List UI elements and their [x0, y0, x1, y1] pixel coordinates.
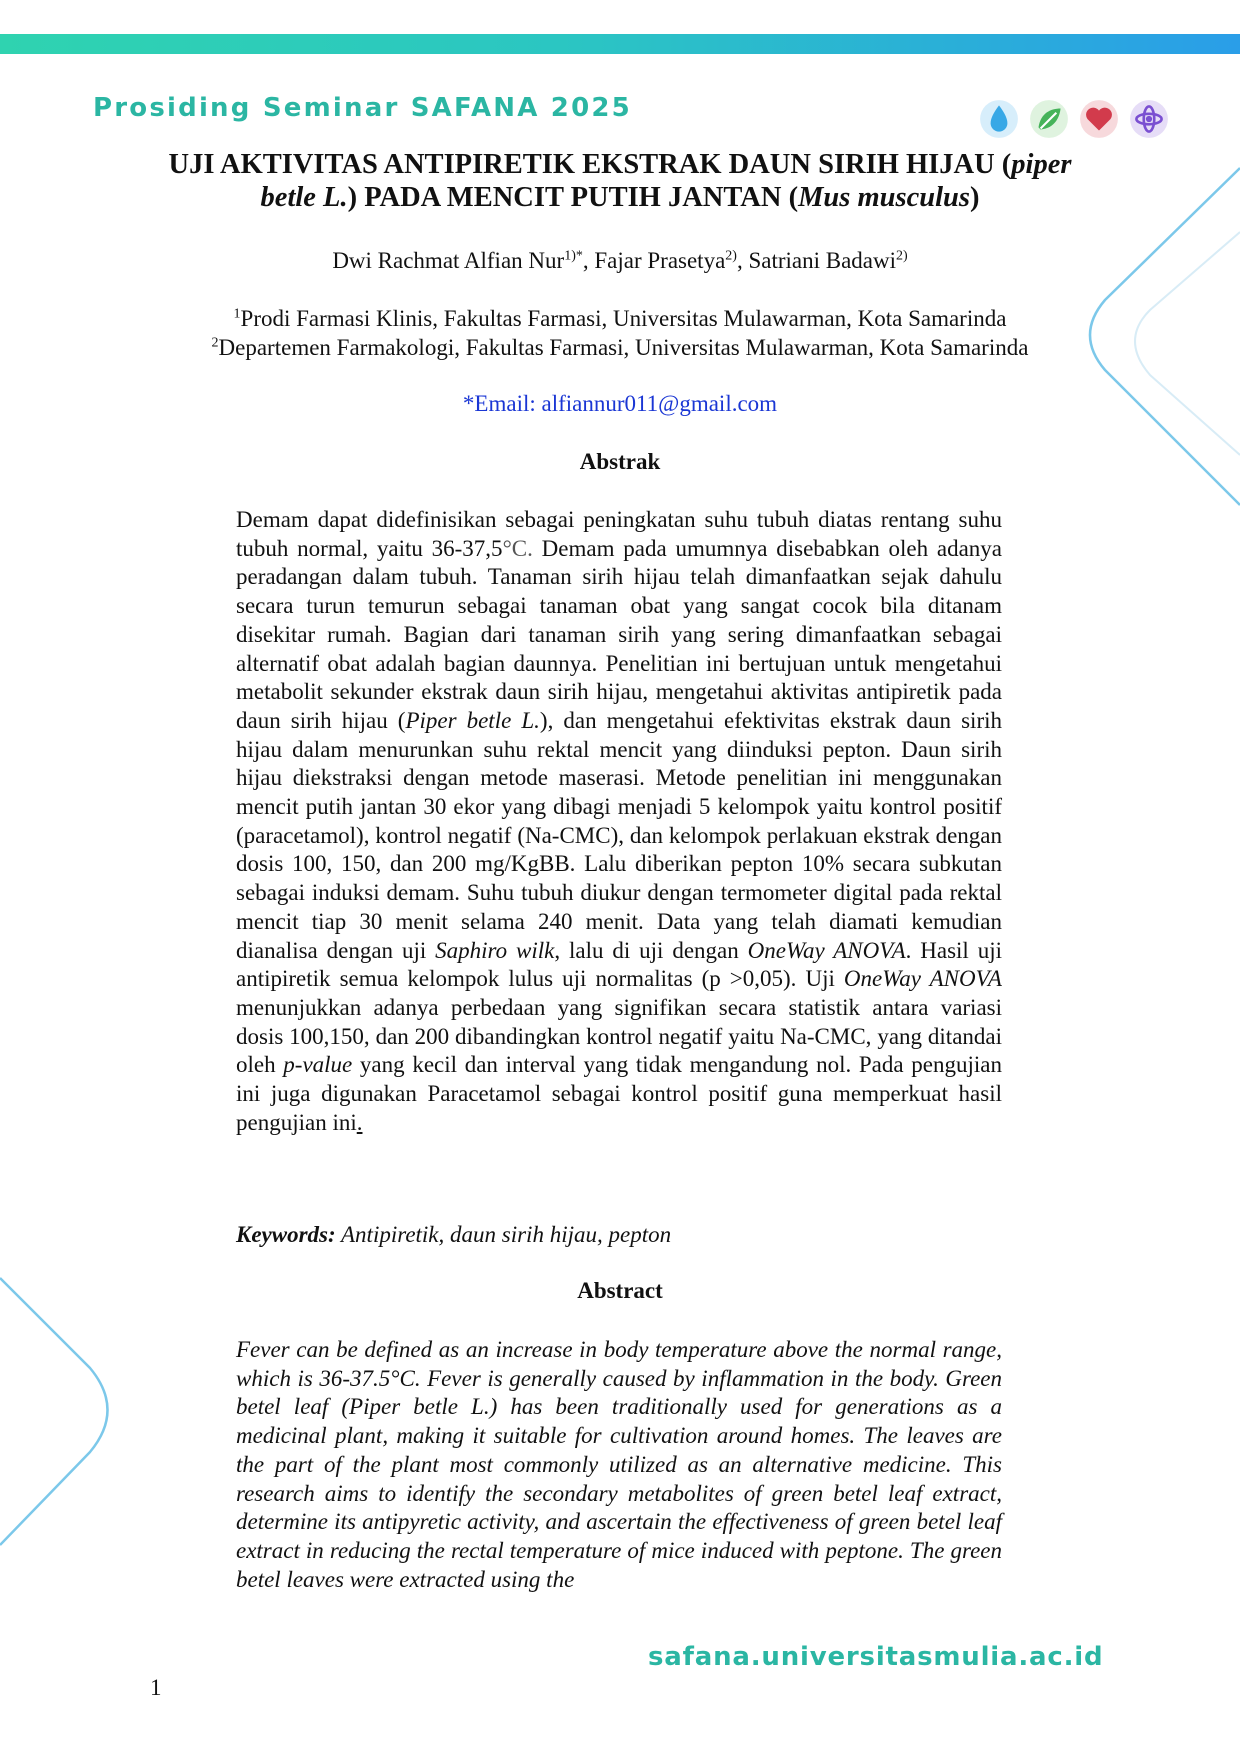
header-logos [978, 98, 1170, 140]
page-number: 1 [150, 1675, 162, 1700]
author-1: Dwi Rachmat Alfian Nur [332, 248, 565, 273]
abstrak-body: Demam dapat didefinisikan sebagai peningkatan suhu tubuh diatas rentang suhu tubuh normal, yaitu 36-37,5°C. Demam pada umumnya disebabkan oleh adanya peradangan dalam tubuh. Tanaman sirih hijau telah dimanfaatkan sejak dahulu secara turun temurun sebagai tanaman obat yang sangat cocok bila ditanam disekitar rumah. Bagian dari tanaman sirih yang sering dimanfaatkan sebagai alternatif obat adalah bagian daunnya. Penelitian ini bertujuan untuk mengetahui metabolit sekunder ekstrak daun sirih hijau, mengetahui aktivitas antipiretik pada daun sirih hijau (Piper betle L.), dan mengetahui efektivitas ekstrak daun sirih hijau dalam menurunkan suhu rektal mencit yang diinduksi pepton. Daun sirih hijau diekstraksi dengan metode maserasi. Metode penelitian ini menggunakan mencit putih jantan 30 ekor yang dibagi menjadi 5 kelompok yaitu kontrol positif (paracetamol), kontrol negatif (Na-CMC), dan kelompok perlakuan ekstrak dengan dosis 100, 150, dan 200 mg/KgBB. Lalu diberikan pepton 10% secara subkutan sebagai induksi demam. Suhu tubuh diukur dengan termometer digital pada rektal mencit tiap 30 menit selama 240 menit. Data yang telah diamati kemudian dianalisa dengan uji Saphiro wilk, lalu di uji dengan OneWay ANOVA. Hasil uji antipiretik semua kelompok lulus uji normalitas (p >0,05). Uji OneWay ANOVA menunjukkan adanya perbedaan yang signifikan secara statistik antara variasi dosis 100,150, dan 200 dibandingkan kontrol negatif yaitu Na-CMC, yang ditandai oleh p-value yang kecil dan interval yang tidak mengandung nol. Pada pengujian ini juga digunakan Paracetamol sebagai kontrol positif guna memperkuat hasil pengujian ini. [236, 507, 1003, 1135]
heart-logo-icon [1078, 98, 1120, 140]
proceedings-header-title: Prosiding Seminar SAFANA 2025 [93, 93, 632, 123]
footer-website-url[interactable]: safana.universitasmulia.ac.id [648, 1642, 1104, 1672]
leaf-logo-icon [1028, 98, 1070, 140]
author-2: Fajar Prasetya [594, 248, 726, 273]
abstract-english-body: Fever can be defined as an increase in body temperature above the normal range, which is 36-37.5°C. Fever is generally caused by inflammation in the body. Green betel leaf (Piper betle L.) has been traditionally used for generations as a medicinal plant, making it suitable for cultivation around homes. The leaves are the part of the plant most commonly utilized as an alternative medicine. This research aims to identify the secondary metabolites of green betel leaf extract, determine its antipyretic activity, and ascertain the effectiveness of green betel leaf extract in reducing the rectal temperature of mice induced with peptone. The green betel leaves were extracted using the [236, 1337, 1002, 1592]
keywords-line: Keywords: Antipiretik, daun sirih hijau, pepton [236, 1222, 672, 1247]
molecule-logo-icon [1128, 98, 1170, 140]
abstract-heading: Abstract [577, 1278, 663, 1303]
paper-title: UJI AKTIVITAS ANTIPIRETIK EKSTRAK DAUN SIRIH HIJAU (piper betle L.) PADA MENCIT PUTIH JANTAN (Mus musculus) [168, 149, 1072, 213]
affiliations [0, 304, 1240, 362]
corresponding-email-link[interactable]: *Email: alfiannur011@gmail.com [462, 391, 778, 416]
left-bottom-curve [0, 1278, 108, 1545]
author-3: Satriani Badawi [748, 248, 897, 273]
affiliation-1: $^1$Prodi Farmasi Klinis, Fakultas Farmasi, Universitas Mulawarman, Kota Samarinda [233, 306, 1007, 331]
water-drop-logo-icon [978, 98, 1020, 140]
affiliation-2: $^2$Departemen Farmakologi, Fakultas Farmasi, Universitas Mulawarman, Kota Samarinda [211, 335, 1029, 360]
abstrak-heading: Abstrak [579, 449, 661, 474]
author-list: Dwi Rachmat Alfian Nur$^{1)*}$, Fajar Prasetya$^{2)}$, Satriani Badawi$^{2)}$ [332, 248, 908, 273]
